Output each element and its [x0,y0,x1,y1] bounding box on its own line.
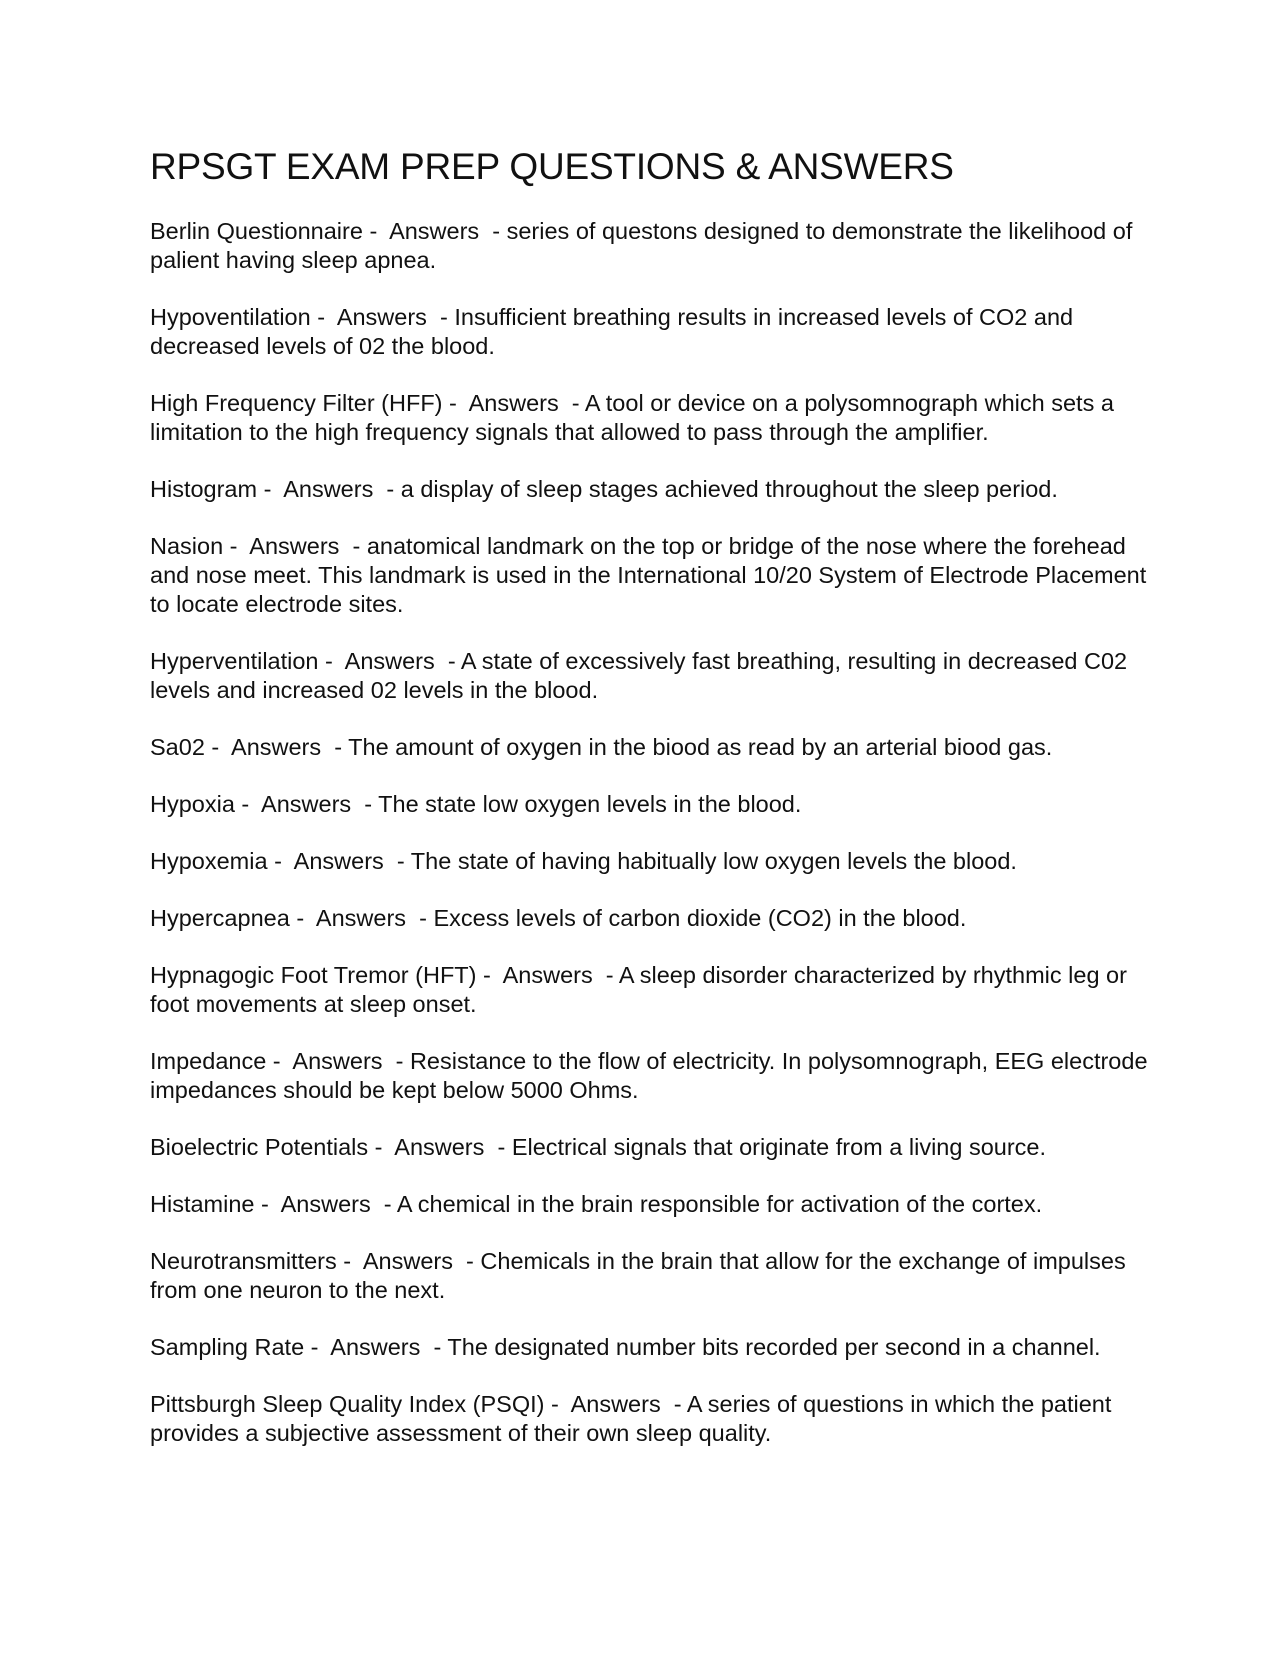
qa-entry [150,847,1150,876]
entry-term: Hypnagogic Foot Tremor (HFT) [150,962,477,988]
entry-separator: - [289,905,316,931]
entry-answer-label: Answers [389,218,480,244]
entry-answer-label: Answers [293,848,384,874]
entry-separator: - [304,1334,331,1360]
entry-answer-separator: - [370,1191,397,1217]
qa-entry [150,475,1150,504]
entry-answer-separator: - [321,734,349,760]
entry-definition: A state of excessively fast breathing, resulting in decreased C02 levels and increased 02 levels in the blood. [150,648,1128,703]
entry-answer-label: Answers [249,533,340,559]
entry-answer-separator: - [484,1134,512,1160]
entry-term: Hypercapnea [150,905,290,931]
entry-definition: series of questons designed to demonstrate the likelihood of palient having sleep apnea. [150,218,1133,273]
entry-answer-separator: - [453,1248,481,1274]
entry-answer-separator: - [592,962,619,988]
entry-separator: - [476,962,503,988]
entry-term: Hyperventilation [150,648,319,674]
qa-entry [150,1390,1150,1448]
entry-answer-separator: - [339,533,367,559]
entry-separator: - [318,648,345,674]
entry-separator: - [204,734,232,760]
entry-term: Berlin Questionnaire [150,218,363,244]
qa-entry [150,217,1150,275]
entry-definition: Electrical signals that originate from a living source. [511,1134,1047,1160]
qa-entry [150,1047,1150,1105]
entry-separator: - [442,390,469,416]
qa-entry [150,1190,1150,1219]
entry-separator: - [336,1248,363,1274]
entry-answer-separator: - [479,218,507,244]
entry-answer-label: Answers [362,1248,453,1274]
entry-term: Nasion [150,533,224,559]
entry-separator: - [267,848,294,874]
qa-entry [150,303,1150,361]
entry-answer-label: Answers [280,1191,371,1217]
entry-definition: The amount of oxygen in the biood as read by an arterial biood gas. [348,734,1053,760]
entry-answer-separator: - [558,390,585,416]
entry-answer-separator: - [351,791,379,817]
entry-answer-label: Answers [292,1048,383,1074]
qa-entry [150,904,1150,933]
entry-answer-label: Answers [394,1134,485,1160]
entry-definition: The designated number bits recorded per second in a channel. [447,1334,1101,1360]
entry-answer-separator: - [382,1048,410,1074]
qa-entry [150,532,1150,619]
entry-answer-separator: - [406,905,434,931]
entry-separator: - [544,1391,571,1417]
entry-term: Hypoxia [150,791,235,817]
entry-answer-separator: - [373,476,401,502]
entry-definition: Resistance to the flow of electricity. In polysomnograph, EEG electrode impedances should be kept below 5000 Ohms. [150,1048,1148,1103]
entry-separator: - [266,1048,293,1074]
qa-entry [150,647,1150,705]
entry-answer-separator: - [426,304,455,330]
entry-answer-label: Answers [344,648,435,674]
entry-answer-label: Answers [283,476,374,502]
entry-answer-label: Answers [315,905,407,931]
entry-definition: anatomical landmark on the top or bridge of the nose where the forehead and nose meet. This landmark is used in the International 10/20 System of Electrode Placement to locate electrode sites. [150,533,1147,617]
entry-term: Bioelectric Potentials [150,1134,369,1160]
entry-definition: Excess levels of carbon dioxide (CO2) in the blood. [433,905,967,931]
entry-answer-label: Answers [261,791,352,817]
entry-separator: - [257,476,284,502]
entry-separator: - [254,1191,281,1217]
entry-definition: a display of sleep stages achieved throughout the sleep period. [400,476,1058,502]
entry-term: Pittsburgh Sleep Quality Index (PSQI) [150,1391,545,1417]
entry-separator: - [234,791,262,817]
entry-answer-label: Answers [468,390,559,416]
entry-definition: Chemicals in the brain that allow for the exchange of impulses from one neuron to the next. [150,1248,1126,1303]
entry-answer-label: Answers [231,734,322,760]
entry-term: Hypoventilation [150,304,311,330]
entry-term: Impedance [150,1048,267,1074]
entry-definition: The state low oxygen levels in the blood. [378,791,802,817]
qa-entry [150,389,1150,447]
entry-separator: - [368,1134,395,1160]
entry-separator: - [310,304,337,330]
entry-definition: A chemical in the brain responsible for activation of the cortex. [396,1191,1043,1217]
entry-term: Sa02 [150,734,205,760]
entry-answer-label: Answers [336,304,427,330]
entry-answer-separator: - [434,648,461,674]
entry-answer-label: Answers [502,962,593,988]
entry-definition: A series of questions in which the patient provides a subjective assessment of their own sleep quality. [150,1391,1112,1446]
entry-definition: The state of having habitually low oxygen levels the blood. [410,848,1017,874]
qa-entry [150,1247,1150,1305]
qa-entry [150,1133,1150,1162]
entry-term: Neurotransmitters [150,1248,337,1274]
entry-term: Histamine [150,1191,255,1217]
entry-answer-separator: - [660,1391,687,1417]
entry-term: Sampling Rate [150,1334,305,1360]
entry-separator: - [362,218,390,244]
entry-answer-label: Answers [570,1391,661,1417]
entry-answer-separator: - [383,848,411,874]
qa-entry [150,961,1150,1019]
entry-answer-label: Answers [330,1334,421,1360]
entry-definition: A sleep disorder characterized by rhythmic leg or foot movements at sleep onset. [150,962,1127,1017]
entry-separator: - [223,533,250,559]
entry-term: High Frequency Filter (HFF) [150,390,443,416]
entry-definition: Insufficient breathing results in increased levels of CO2 and decreased levels of 02 the blood. [150,304,1074,359]
qa-entry [150,733,1150,762]
entry-answer-separator: - [420,1334,448,1360]
qa-entry [150,1333,1150,1362]
entry-term: Hypoxemia [150,848,268,874]
document-title: RPSGT EXAM PREP QUESTIONS & ANSWERS [150,146,954,187]
qa-list [150,217,1150,1476]
qa-entry [150,790,1150,819]
entry-definition: A tool or device on a polysomnograph which sets a limitation to the high frequency signals that allowed to pass through the amplifier. [150,390,1114,445]
entry-term: Histogram [150,476,258,502]
